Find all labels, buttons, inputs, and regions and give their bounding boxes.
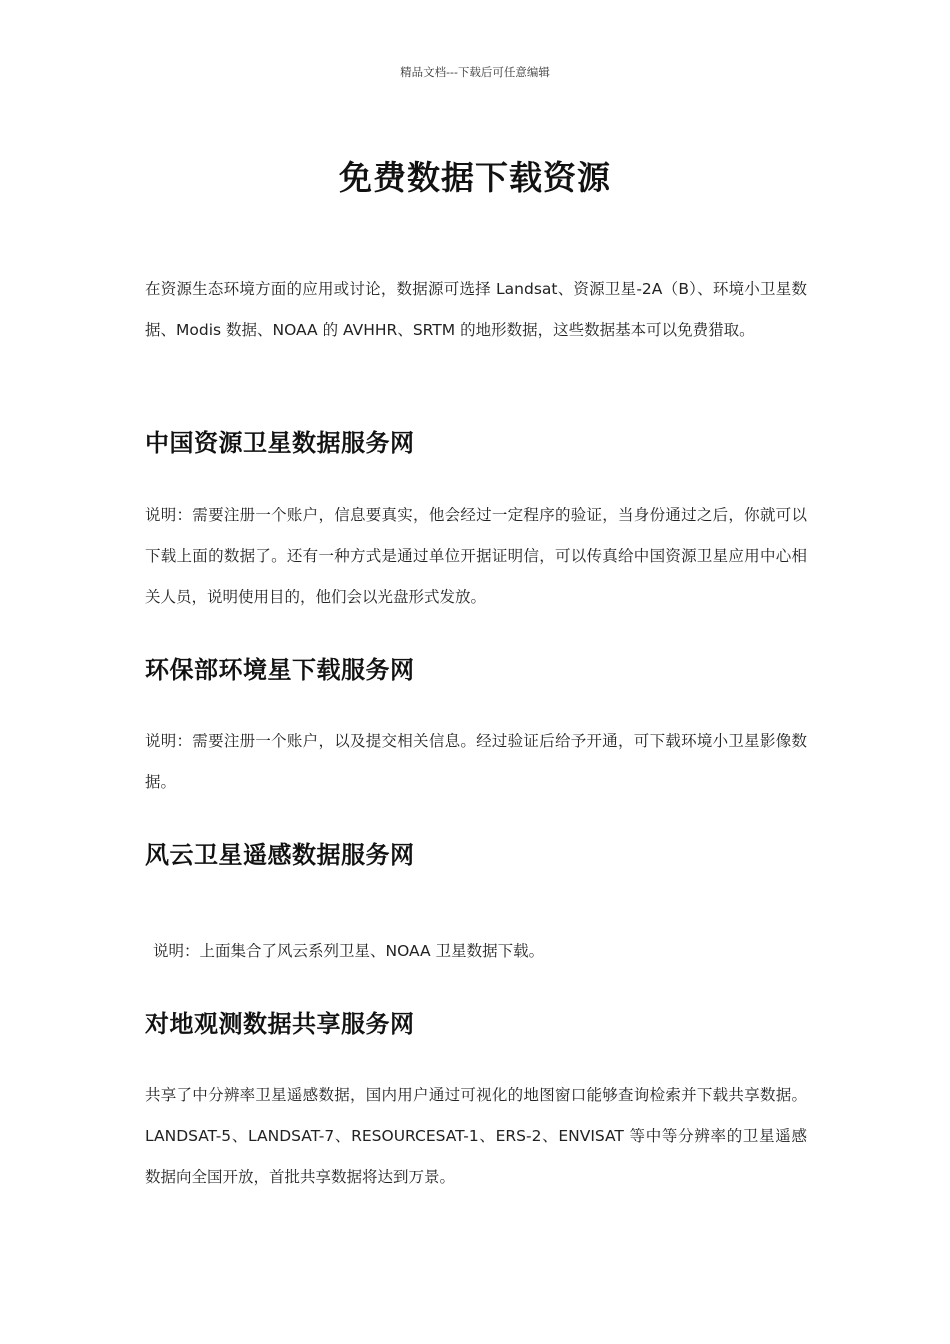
- document-title: 免费数据下载资源: [339, 158, 611, 197]
- intro-paragraph: 在资源生态环境方面的应用或讨论，数据源可选择 Landsat、资源卫星-2A（B）、环境小卫星数据、Modis 数据、NOAA 的 AVHHR、SRTM 的地形数据，这些数据基本可以免费猎取。: [145, 280, 807, 339]
- section-heading-mep: 环保部环境星下载服务网: [145, 656, 415, 684]
- section-body-cresda: 说明：需要注册一个账户，信息要真实，他会经过一定程序的验证，当身份通过之后，你就可以下载上面的数据了。还有一种方式是通过单位开据证明信，可以传真给中国资源卫星应用中心相关人员，说明使用目的，他们会以光盘形式发放。: [145, 506, 807, 606]
- section-body-mep: 说明：需要注册一个账户，以及提交相关信息。经过验证后给予开通，可下载环境小卫星影像数据。: [145, 732, 807, 791]
- section-body-fengyun: 说明：上面集合了风云系列卫星、NOAA 卫星数据下载。: [153, 942, 545, 960]
- section-heading-cresda: 中国资源卫星数据服务网: [145, 429, 415, 457]
- section-heading-earth-observation: 对地观测数据共享服务网: [145, 1010, 415, 1038]
- section-body-earth-observation: 共享了中分辨率卫星遥感数据，国内用户通过可视化的地图窗口能够查询检索并下载共享数据。LANDSAT-5、LANDSAT-7、RESOURCESAT-1、ERS-2、ENVISAT 等中等分辨率的卫星遥感数据向全国开放，首批共享数据将达到万景。: [145, 1086, 807, 1186]
- page-header: 精品文档---下载后可任意编辑: [400, 65, 550, 79]
- section-heading-fengyun: 风云卫星遥感数据服务网: [145, 841, 415, 869]
